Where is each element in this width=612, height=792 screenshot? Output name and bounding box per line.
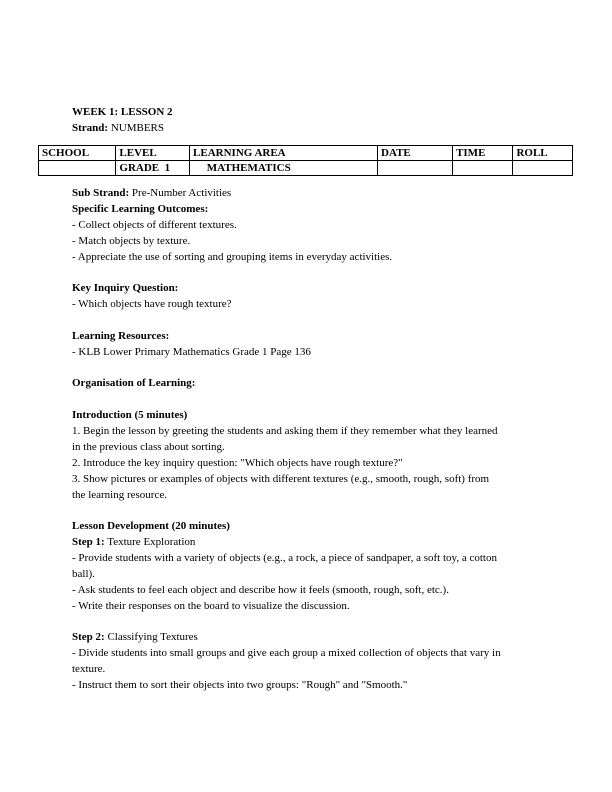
table-cell xyxy=(39,161,116,176)
step2-value: Classifying Textures xyxy=(104,631,198,643)
paragraph-line: texture. xyxy=(72,663,106,675)
paragraph-line: 3. Show pictures or examples of objects with different textures (e.g., smooth, rough, soft) from xyxy=(72,473,490,485)
list-item: - Match objects by texture. xyxy=(72,235,191,247)
paragraph-line: 1. Begin the lesson by greeting the students and asking them if they remember what they learned xyxy=(72,425,498,437)
table-header-cell: TIME xyxy=(453,146,513,161)
step1-value: Texture Exploration xyxy=(104,536,196,548)
step2-line xyxy=(72,630,198,644)
paragraph-line: - Ask students to feel each object and describe how it feels (smooth, rough, soft, etc.). xyxy=(72,584,449,596)
strand-value: NUMBERS xyxy=(108,122,164,134)
step2-label: Step 2: xyxy=(72,631,105,643)
paragraph-line: - Instruct them to sort their objects into two groups: "Rough" and "Smooth." xyxy=(72,679,408,691)
list-item: - Collect objects of different textures. xyxy=(72,219,237,231)
list-item: - Which objects have rough texture? xyxy=(72,298,232,310)
introduction-title: Introduction (5 minutes) xyxy=(72,409,188,421)
table-header-cell: LEARNING AREA xyxy=(190,146,378,161)
sub-strand-line xyxy=(72,186,231,200)
table-cell xyxy=(378,161,453,176)
table-header-cell: DATE xyxy=(378,146,453,161)
organisation-title: Organisation of Learning: xyxy=(72,377,196,389)
table-header-row xyxy=(39,146,573,161)
lesson-info-table xyxy=(38,145,573,176)
table-header-cell: SCHOOL xyxy=(39,146,116,161)
inquiry-title: Key Inquiry Question: xyxy=(72,282,179,294)
table-header-cell: ROLL xyxy=(513,146,573,161)
paragraph-line: 2. Introduce the key inquiry question: "Which objects have rough texture?" xyxy=(72,457,403,469)
paragraph-line: ball). xyxy=(72,568,95,580)
paragraph-line: - Provide students with a variety of objects (e.g., a rock, a piece of sandpaper, a soft toy, a cotton xyxy=(72,552,497,564)
paragraph-line: - Divide students into small groups and give each group a mixed collection of objects that vary in xyxy=(72,647,501,659)
table-cell xyxy=(453,161,513,176)
table-cell xyxy=(513,161,573,176)
table-row xyxy=(39,161,573,176)
development-title: Lesson Development (20 minutes) xyxy=(72,520,230,532)
paragraph-line: in the previous class about sorting. xyxy=(72,441,225,453)
outcomes-title: Specific Learning Outcomes: xyxy=(72,203,209,215)
step1-label: Step 1: xyxy=(72,536,105,548)
step1-line xyxy=(72,535,195,549)
strand-line xyxy=(72,121,164,135)
table-header-cell: LEVEL xyxy=(116,146,190,161)
week-lesson-heading: WEEK 1: LESSON 2 xyxy=(72,106,173,118)
resources-title: Learning Resources: xyxy=(72,330,170,342)
sub-strand-label: Sub Strand: xyxy=(72,187,130,199)
strand-label: Strand: xyxy=(72,122,109,134)
paragraph-line: the learning resource. xyxy=(72,489,167,501)
paragraph-line: - Write their responses on the board to visualize the discussion. xyxy=(72,600,350,612)
table-cell: GRADE 1 xyxy=(116,161,190,176)
list-item: - KLB Lower Primary Mathematics Grade 1 Page 136 xyxy=(72,346,311,358)
sub-strand-value: Pre-Number Activities xyxy=(129,187,232,199)
table-cell: MATHEMATICS xyxy=(190,161,378,176)
list-item: - Appreciate the use of sorting and grouping items in everyday activities. xyxy=(72,251,393,263)
